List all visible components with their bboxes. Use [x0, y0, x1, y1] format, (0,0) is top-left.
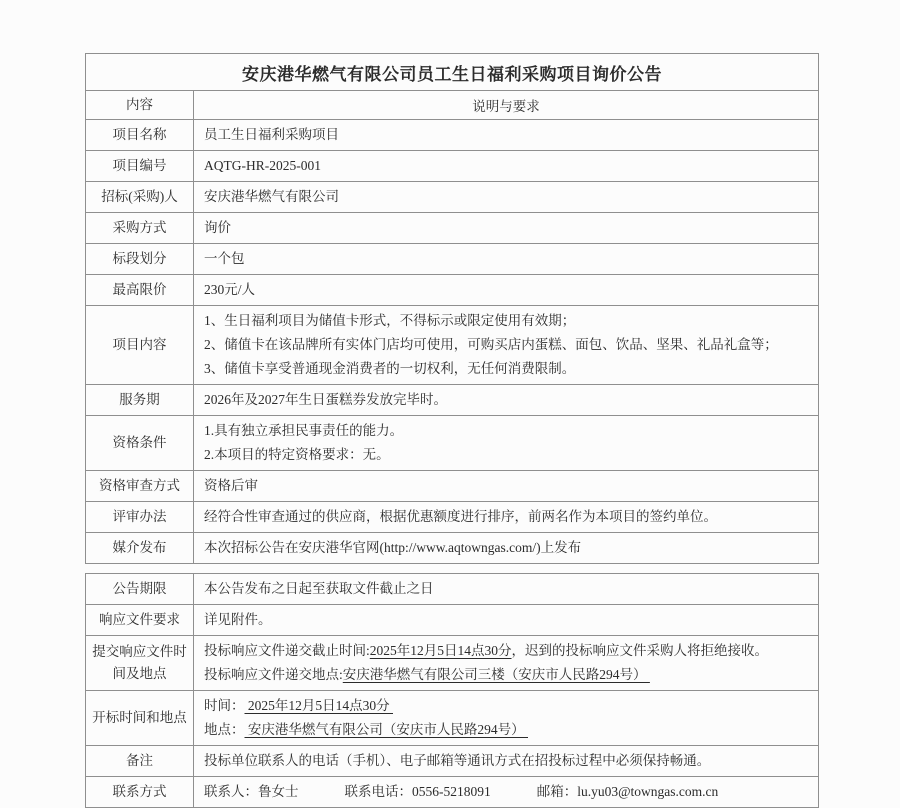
table-row: [86, 119, 818, 150]
row-value-line: [204, 123, 808, 147]
text-segment: 3、储值卡享受普通现金消费者的一切权利，无任何消费限制。: [204, 361, 576, 376]
table-row: [86, 532, 818, 563]
text-segment: 投标响应文件递交地点:: [204, 667, 343, 682]
text-segment: 资格后审: [204, 478, 258, 493]
row-value-line: [204, 443, 808, 467]
row-value-line: [204, 388, 808, 412]
row-value: [194, 213, 818, 243]
row-label: 服务期: [86, 385, 194, 415]
text-segment: 投标单位联系人的电话（手机）、电子邮箱等通讯方式在招投标过程中必须保持畅通。: [204, 753, 711, 768]
row-label: 响应文件要求: [86, 605, 194, 635]
table-row: [86, 212, 818, 243]
table-row: [86, 690, 818, 745]
row-label: 项目内容: [86, 306, 194, 384]
document-title: 安庆港华燃气有限公司员工生日福利采购项目询价公告: [242, 64, 662, 84]
announcement-table-main: [85, 53, 819, 564]
table-row: [86, 745, 818, 776]
table-row: [86, 604, 818, 635]
row-label: 招标(采购)人: [86, 182, 194, 212]
underlined-text: 2025年12月5日14点30分: [244, 698, 393, 713]
row-value: [194, 777, 818, 807]
row-value-line: [204, 474, 808, 498]
table-row: [86, 501, 818, 532]
row-value-line: [204, 639, 808, 663]
text-segment: 1、生日福利项目为储值卡形式，不得标示或限定使用有效期；: [204, 313, 576, 328]
row-value: [194, 385, 818, 415]
header-col-content: 内容: [86, 91, 194, 119]
row-value: [194, 306, 818, 384]
underlined-text: 安庆港华燃气有限公司（安庆市人民路294号）: [244, 722, 528, 737]
table-row: [86, 470, 818, 501]
row-label: 资格审查方式: [86, 471, 194, 501]
text-segment: 时间：: [204, 698, 245, 713]
row-value-line: [204, 577, 808, 601]
row-value-line: [204, 278, 808, 302]
announcement-document: [85, 53, 819, 808]
row-label: 提交响应文件时间及地点: [86, 636, 194, 690]
text-segment: 投标响应文件递交截止时间:: [204, 643, 370, 658]
underlined-text: 2025年12月5日14点30分: [369, 643, 512, 658]
row-value-line: [204, 333, 808, 357]
text-segment: 2、储值卡在该品牌所有实体门店均可使用，可购买店内蛋糕、面包、饮品、坚果、礼品礼盒等；: [204, 337, 778, 352]
text-segment: ，迟到的投标响应文件采购人将拒绝接收。: [511, 643, 769, 658]
text-segment: 询价: [204, 220, 231, 235]
text-segment: 邮箱：lu.yu03@towngas.com.cn: [536, 784, 719, 799]
text-segment: 本次招标公告在安庆港华官网(http://www.aqtowngas.com/)上发布: [204, 540, 582, 555]
row-label: 评审办法: [86, 502, 194, 532]
table-row: [86, 776, 818, 807]
row-value: [194, 244, 818, 274]
row-value: [194, 533, 818, 563]
row-value: [194, 636, 818, 690]
text-segment: 联系人：鲁女士: [204, 784, 299, 799]
row-label: 采购方式: [86, 213, 194, 243]
text-segment: 安庆港华燃气有限公司: [204, 189, 339, 204]
row-value: [194, 120, 818, 150]
table-row: [86, 274, 818, 305]
row-label: 标段划分: [86, 244, 194, 274]
row-label: 资格条件: [86, 416, 194, 470]
row-label: 项目编号: [86, 151, 194, 181]
text-segment: 2.本项目的特定资格要求：无。: [204, 447, 390, 462]
row-value-line: [204, 718, 808, 742]
row-value-line: [204, 663, 808, 687]
table-row: [86, 150, 818, 181]
row-value-line: [204, 505, 808, 529]
row-value: [194, 502, 818, 532]
table-row: [86, 181, 818, 212]
table-row: [86, 574, 818, 604]
row-label: 项目名称: [86, 120, 194, 150]
text-segment: 230元/人: [204, 282, 256, 297]
row-value: [194, 574, 818, 604]
row-value-line: [204, 216, 808, 240]
row-value-line: [204, 357, 808, 381]
table-row: [86, 635, 818, 690]
row-value: [194, 182, 818, 212]
row-label: 公告期限: [86, 574, 194, 604]
row-value: [194, 275, 818, 305]
row-label: 联系方式: [86, 777, 194, 807]
row-label: 开标时间和地点: [86, 691, 194, 745]
row-value: [194, 416, 818, 470]
table-header-row: [86, 90, 818, 119]
text-segment: 一个包: [204, 251, 245, 266]
underlined-text: 安庆港华燃气有限公司三楼（安庆市人民路294号）: [342, 667, 650, 682]
row-label: 最高限价: [86, 275, 194, 305]
row-value-line: [204, 154, 808, 178]
text-segment: 经符合性审查通过的供应商，根据优惠额度进行排序，前两名作为本项目的签约单位。: [204, 509, 717, 524]
row-value-line: [204, 185, 808, 209]
row-value-line: [204, 536, 808, 560]
row-value: [194, 151, 818, 181]
row-value-line: [204, 780, 808, 804]
text-segment: 员工生日福利采购项目: [204, 127, 339, 142]
row-value-line: [204, 309, 808, 333]
text-segment: 2026年及2027年生日蛋糕券发放完毕时。: [204, 392, 447, 407]
header-col-requirements: 说明与要求: [472, 99, 540, 114]
table-row: [86, 305, 818, 384]
row-value-line: [204, 694, 808, 718]
row-value: [194, 691, 818, 745]
text-segment: 本公告发布之日起至获取文件截止之日: [204, 581, 434, 596]
text-segment: 地点：: [204, 722, 245, 737]
table-row: [86, 384, 818, 415]
row-value: [194, 746, 818, 776]
text-segment: 详见附件。: [204, 612, 272, 627]
row-value: [194, 471, 818, 501]
row-value-line: [204, 749, 808, 773]
row-label: 备注: [86, 746, 194, 776]
row-label: 媒介发布: [86, 533, 194, 563]
row-value-line: [204, 247, 808, 271]
text-segment: 联系电话：0556-5218091: [344, 784, 491, 799]
text-segment: AQTG-HR-2025-001: [204, 158, 321, 173]
announcement-table-schedule: [85, 573, 819, 808]
row-value-line: [204, 419, 808, 443]
row-value: [194, 605, 818, 635]
row-value-line: [204, 608, 808, 632]
table-row: [86, 243, 818, 274]
text-segment: 1.具有独立承担民事责任的能力。: [204, 423, 404, 438]
table-row: [86, 415, 818, 470]
